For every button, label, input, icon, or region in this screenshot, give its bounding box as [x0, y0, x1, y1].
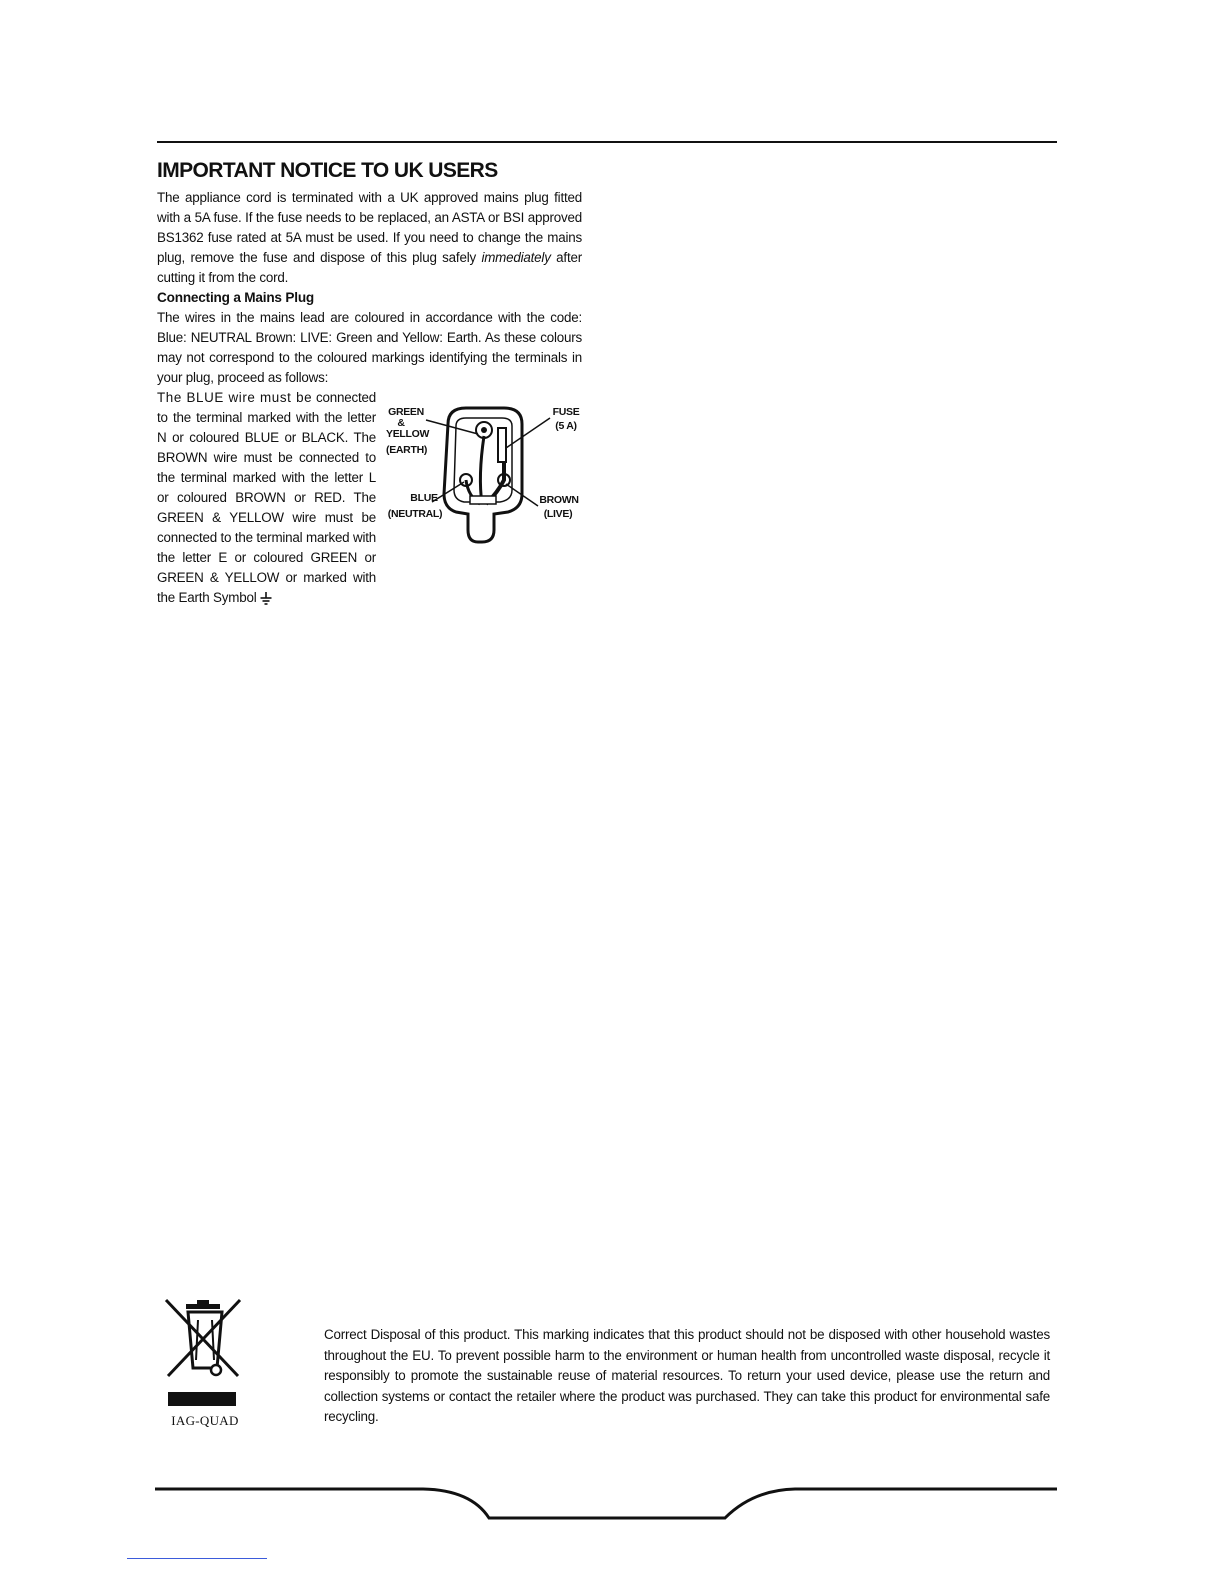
label-fuse: FUSE [552, 406, 580, 418]
crossed-out-wheelie-bin-icon [160, 1296, 250, 1408]
weee-marking [160, 1296, 250, 1436]
intro-text-end: after cutting it from the cord. [157, 250, 582, 285]
wiring-instructions [157, 388, 582, 608]
label-brown: BROWN [539, 494, 579, 506]
intro-text: The appliance cord is terminated with a UK approved mains plug fitted with a 5A fuse. If the fuse needs to be replaced, an ASTA or BSI approved BS1362 fuse rated at 5A must be used. If you need to change the mains plug, remove the fuse and dispose of this plug safely [157, 190, 582, 265]
label-live: (LIVE) [543, 508, 573, 520]
label-ampersand: & [397, 417, 405, 429]
mains-plug-subheading: Connecting a Mains Plug [157, 290, 315, 305]
disposal-notice: Correct Disposal of this product. This marking indicates that this product should not be disposed with other household wastes throughout the EU. To prevent possible harm to the environment or human health from uncontrolled waste disposal, recycle it responsibly to promote the sustainable reuse of material resources. To return your used device, please use the return and collection systems or contact the retailer where the product was purchased. They can take this product for environmental safe recycling. [324, 1327, 1050, 1425]
bottom-link-underline [127, 1558, 267, 1559]
label-earth: (EARTH) [386, 444, 428, 456]
label-green: GREEN [388, 406, 424, 418]
label-fuse-rating: (5 A) [555, 420, 577, 432]
earth-ground-icon [260, 592, 272, 605]
plug-wiring-diagram [386, 396, 582, 571]
wiring-text: connected to the terminal marked with the letter N or coloured BLUE or BLACK. The BROWN wire must be connected to the terminal marked with the letter L or coloured BROWN or RED. The GREEN & YELLOW wire must be connected to the terminal marked with the letter E or coloured GREEN or GREEN & YELLOW or marked with the Earth Symbol [157, 390, 376, 605]
header-rule [157, 141, 1057, 143]
notice-title: IMPORTANT NOTICE TO UK USERS [157, 159, 498, 182]
label-blue: BLUE [410, 492, 438, 504]
label-neutral: (NEUTRAL) [387, 508, 443, 520]
footer-rule [155, 1480, 1060, 1526]
weee-caption: IAG-QUAD [171, 1413, 239, 1428]
wire-colour-paragraph: The wires in the mains lead are coloured in accordance with the code: Blue: NEUTRAL Brown: LIVE: Green and Yellow: Earth. As these colours may not correspond to the coloured markings identifying the terminals in your plug, proceed as follows: [157, 310, 582, 385]
label-yellow: YELLOW [386, 428, 430, 440]
notice-intro [157, 188, 582, 288]
uk-notice-section [157, 158, 582, 608]
intro-emphasis: immediately [481, 250, 551, 265]
wiring-lead: The BLUE wire must be [157, 390, 313, 405]
